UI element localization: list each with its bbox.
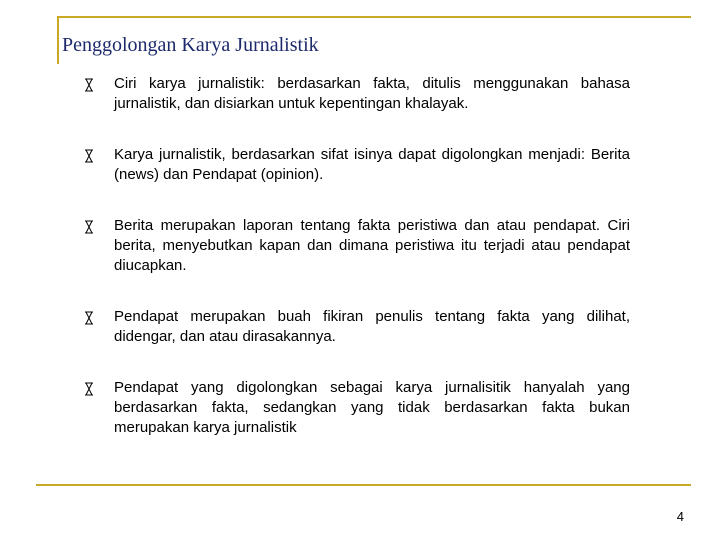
hourglass-bullet-icon bbox=[84, 216, 114, 236]
bullet-item bbox=[84, 216, 630, 276]
hourglass-bullet-icon bbox=[84, 145, 114, 165]
hourglass-bullet-icon bbox=[84, 74, 114, 94]
hourglass-bullet-icon bbox=[84, 378, 114, 398]
slide-frame-top-line bbox=[57, 16, 691, 18]
bullet-text: Ciri karya jurnalistik: berdasarkan fakta, ditulis menggunakan bahasa jurnalistik, dan disiarkan untuk kepentingan khalayak. bbox=[114, 75, 630, 112]
bullet-item bbox=[84, 307, 630, 347]
slide-frame-bottom-line bbox=[36, 484, 691, 486]
bullet-item bbox=[84, 74, 630, 114]
page-number: 4 bbox=[676, 509, 684, 524]
hourglass-bullet-icon bbox=[84, 307, 114, 327]
slide-frame-left-line bbox=[57, 16, 59, 64]
bullet-item bbox=[84, 378, 630, 438]
bullet-text: Pendapat yang digolongkan sebagai karya jurnalisitik hanyalah yang berdasarkan fakta, sedangkan yang tidak berdasarkan fakta bukan merupakan karya jurnalistik bbox=[114, 379, 630, 436]
bullet-text: Pendapat merupakan buah fikiran penulis tentang fakta yang dilihat, didengar, dan atau dirasakannya. bbox=[114, 308, 630, 345]
bullet-text: Karya jurnalistik, berdasarkan sifat isinya dapat digolongkan menjadi: Berita (news) dan Pendapat (opinion). bbox=[114, 146, 630, 183]
slide-title: Penggolongan Karya Jurnalistik bbox=[62, 34, 319, 56]
bullet-text: Berita merupakan laporan tentang fakta peristiwa dan atau pendapat. Ciri berita, menyebutkan kapan dan dimana peristiwa itu terjadi atau pendapat diucapkan. bbox=[114, 217, 630, 274]
bullet-list bbox=[84, 74, 630, 438]
bullet-item bbox=[84, 145, 630, 185]
